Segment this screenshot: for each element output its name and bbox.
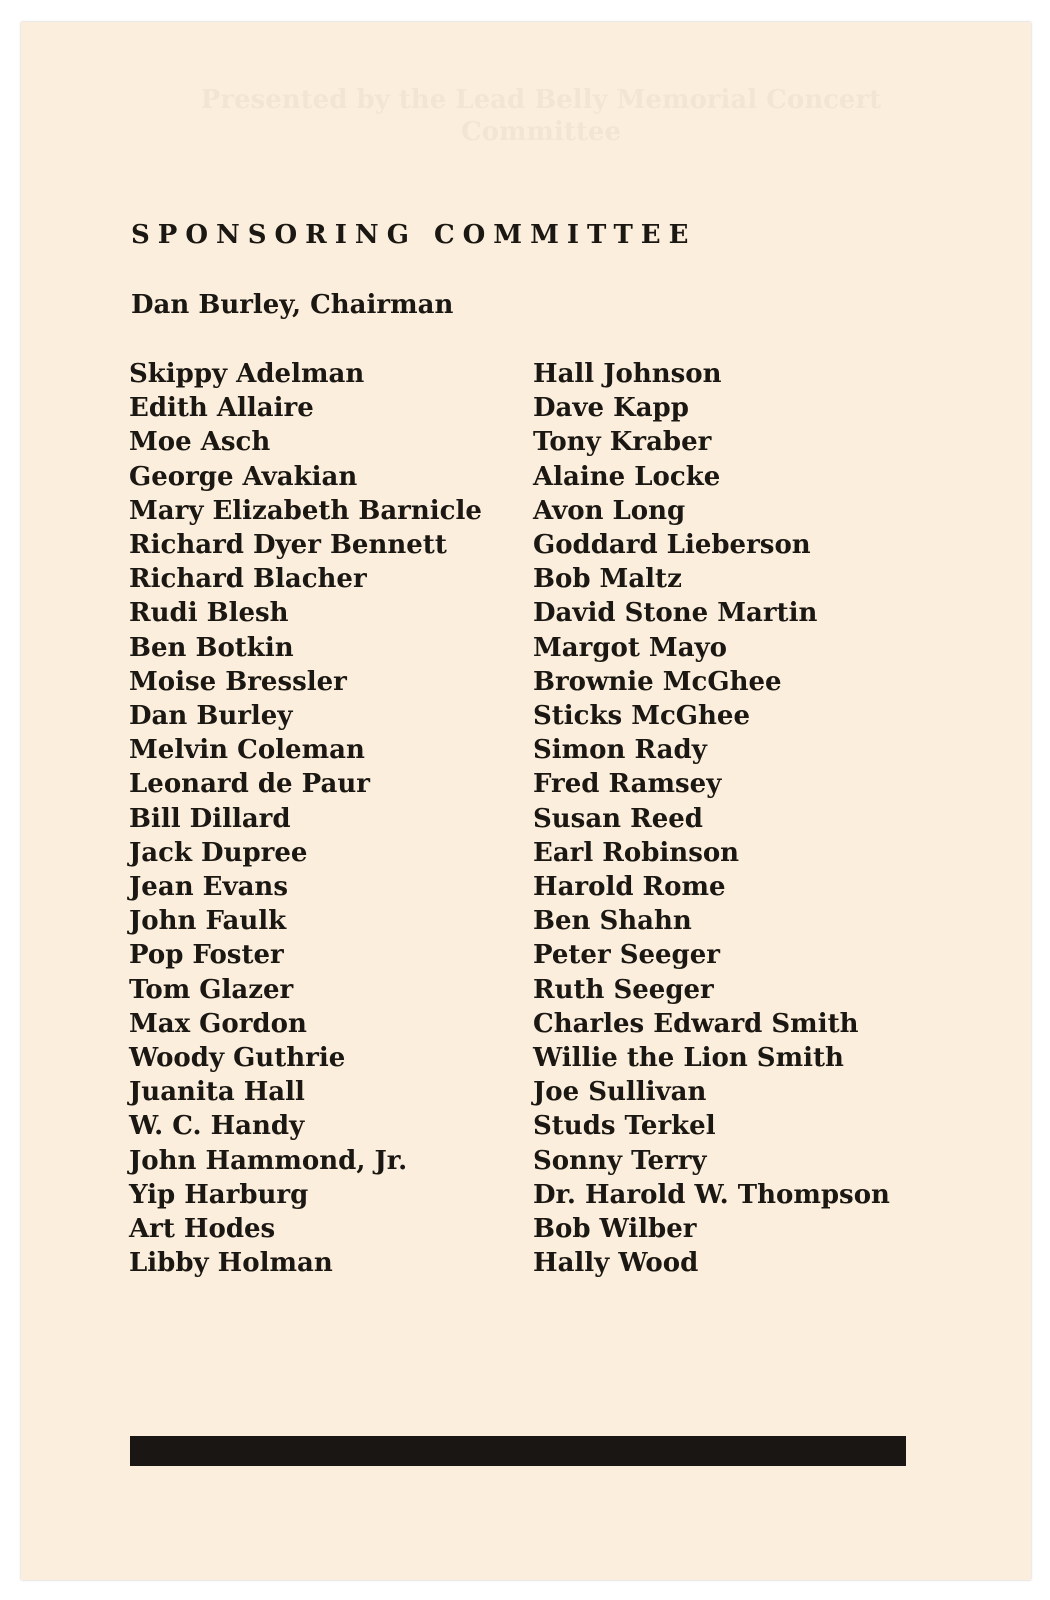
member-name: Juanita Hall (129, 1077, 305, 1108)
member-name: Hall Johnson (533, 359, 722, 389)
member-name: Richard Dyer Bennett (129, 530, 447, 561)
bleed-through-title: Presented by the Lead Belly Memorial Concert Committee (200, 85, 882, 147)
member-name: Joe Sullivan (533, 1077, 707, 1108)
member-name: Ben Botkin (129, 632, 294, 663)
member-name: Goddard Lieberson (533, 530, 811, 561)
member-name: Susan Reed (533, 803, 703, 834)
member-name: Libby Holman (129, 1248, 333, 1279)
member-name: Rudi Blesh (129, 598, 289, 629)
members-list-right (533, 357, 890, 1280)
member-name: Earl Robinson (533, 837, 740, 868)
member-name: Richard Blacher (129, 564, 367, 595)
member-name: George Avakian (129, 461, 358, 492)
member-name: Skippy Adelman (129, 359, 365, 389)
member-name: Moise Bressler (129, 666, 347, 697)
member-name: Willie the Lion Smith (533, 1043, 844, 1074)
member-name: Yip Harburg (129, 1179, 309, 1210)
member-name: Studs Terkel (533, 1111, 716, 1142)
bottom-rule (130, 1436, 906, 1466)
member-name: John Hammond, Jr. (129, 1145, 408, 1176)
member-name: Tony Kraber (533, 427, 712, 458)
member-name: Ben Shahn (533, 906, 692, 937)
member-name: Dan Burley (129, 701, 293, 732)
member-name: Sticks McGhee (533, 701, 751, 732)
members-list-left (129, 357, 482, 1280)
chairman-line: Dan Burley, Chairman (131, 290, 454, 320)
member-name: W. C. Handy (129, 1111, 305, 1142)
member-name: Edith Allaire (129, 393, 314, 424)
program-page (21, 22, 1031, 1580)
page-title: SPONSORING COMMITTEE (131, 220, 697, 250)
member-name: Mary Elizabeth Barnicle (129, 495, 482, 526)
member-name: Woody Guthrie (129, 1043, 346, 1074)
member-name: Jean Evans (129, 872, 288, 903)
member-name: Peter Seeger (533, 940, 720, 971)
member-name: Jack Dupree (129, 837, 308, 868)
member-name: Pop Foster (129, 940, 284, 971)
member-name: Bill Dillard (129, 803, 291, 834)
member-name: Simon Rady (533, 735, 707, 766)
member-name: Hally Wood (533, 1248, 699, 1279)
member-name: Fred Ramsey (533, 769, 722, 800)
member-name: Max Gordon (129, 1008, 307, 1039)
member-name: Margot Mayo (533, 632, 727, 663)
member-name: Moe Asch (129, 427, 271, 458)
member-name: Leonard de Paur (129, 769, 370, 800)
member-name: Sonny Terry (533, 1145, 707, 1176)
member-name: Dave Kapp (533, 393, 689, 424)
member-name: Harold Rome (533, 872, 726, 903)
member-name: John Faulk (129, 906, 287, 937)
member-name: Dr. Harold W. Thompson (533, 1179, 890, 1210)
member-name: Charles Edward Smith (533, 1008, 859, 1039)
member-name: Alaine Locke (533, 461, 721, 492)
member-name: Art Hodes (129, 1214, 276, 1245)
member-name: Tom Glazer (129, 974, 294, 1005)
member-name: Avon Long (533, 495, 686, 526)
member-name: Brownie McGhee (533, 666, 782, 697)
member-name: Bob Wilber (533, 1214, 697, 1245)
member-name: Ruth Seeger (533, 974, 714, 1005)
member-name: Melvin Coleman (129, 735, 365, 766)
member-name: David Stone Martin (533, 598, 818, 629)
member-name: Bob Maltz (533, 564, 682, 595)
